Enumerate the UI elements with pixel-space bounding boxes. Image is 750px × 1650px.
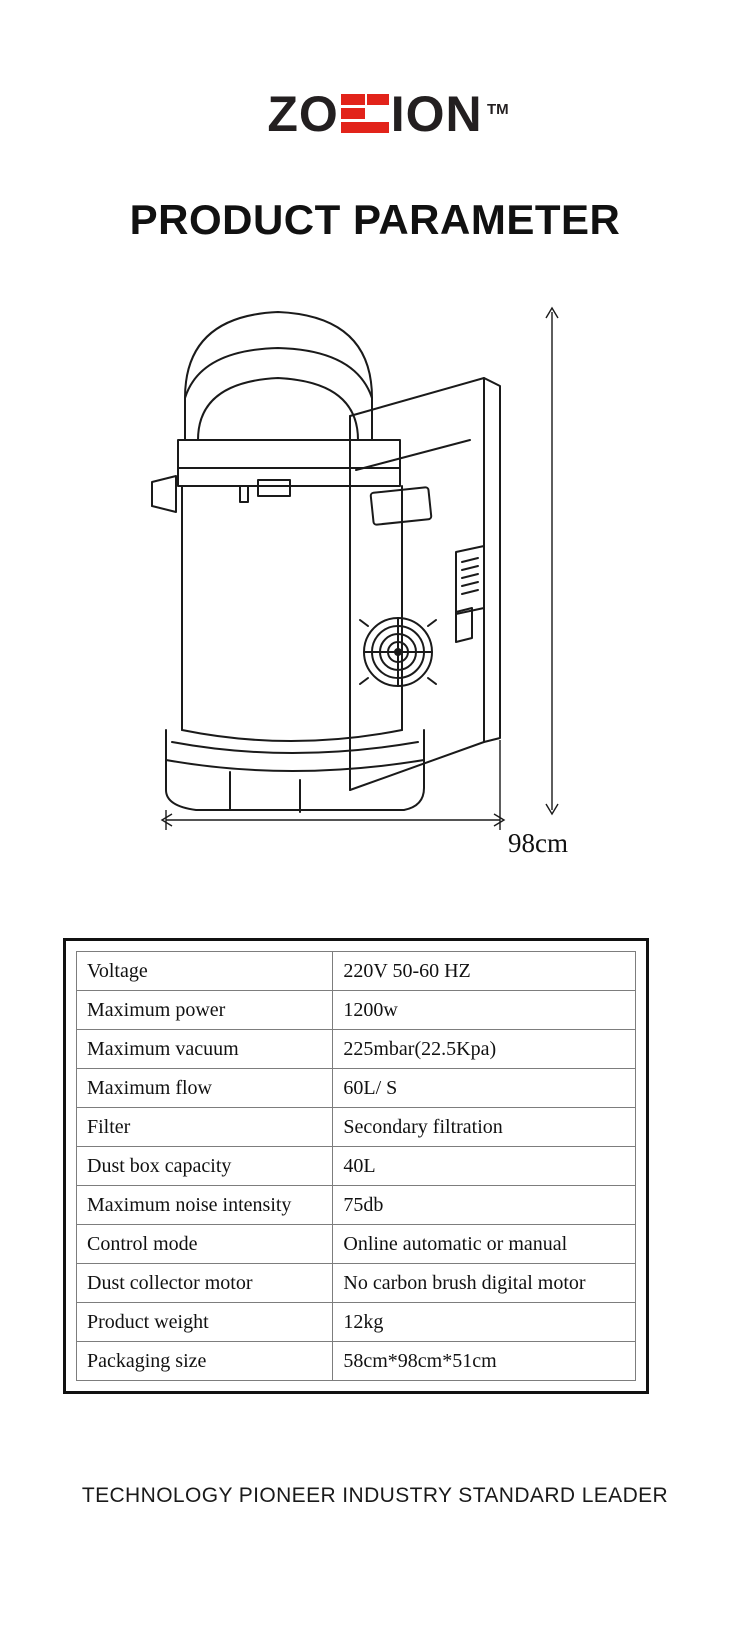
spec-value: 220V 50-60 HZ — [333, 952, 636, 991]
product-illustration — [0, 290, 750, 880]
spec-label: Maximum vacuum — [77, 1030, 333, 1069]
spec-table-frame — [63, 938, 649, 1394]
table-row — [77, 1264, 636, 1303]
brand-logo — [0, 86, 750, 156]
spec-value: 58cm*98cm*51cm — [333, 1342, 636, 1381]
spec-label: Filter — [77, 1108, 333, 1147]
table-row — [77, 952, 636, 991]
table-row — [77, 1225, 636, 1264]
spec-table-body — [77, 952, 636, 1381]
spec-label: Product weight — [77, 1303, 333, 1342]
spec-value: 40L — [333, 1147, 636, 1186]
table-row — [77, 1069, 636, 1108]
spec-label: Voltage — [77, 952, 333, 991]
spec-label: Dust collector motor — [77, 1264, 333, 1303]
vacuum-cleaner-drawing — [0, 290, 750, 880]
table-row — [77, 1342, 636, 1381]
spec-value: 75db — [333, 1186, 636, 1225]
table-row — [77, 1147, 636, 1186]
spec-value: 1200w — [333, 991, 636, 1030]
page-title: PRODUCT PARAMETER — [129, 196, 621, 243]
logo-text-before: ZO — [267, 86, 339, 142]
trademark-label: TM — [487, 101, 509, 118]
table-row — [77, 1030, 636, 1069]
spec-value: 225mbar(22.5Kpa) — [333, 1030, 636, 1069]
spec-value: Secondary filtration — [333, 1108, 636, 1147]
spec-label: Maximum noise intensity — [77, 1186, 333, 1225]
logo-text-after: ION — [390, 86, 483, 142]
footer-tagline: TECHNOLOGY PIONEER INDUSTRY STANDARD LEADER — [81, 1484, 669, 1507]
spec-label: Maximum power — [77, 991, 333, 1030]
spec-value: Online automatic or manual — [333, 1225, 636, 1264]
spec-label: Maximum flow — [77, 1069, 333, 1108]
table-row — [77, 1186, 636, 1225]
spec-label: Dust box capacity — [77, 1147, 333, 1186]
table-row — [77, 1108, 636, 1147]
spec-value: 12kg — [333, 1303, 636, 1342]
logo-text — [267, 86, 509, 142]
logo-mark-icon — [337, 94, 393, 134]
table-row — [77, 991, 636, 1030]
spec-label: Control mode — [77, 1225, 333, 1264]
table-row — [77, 1303, 636, 1342]
spec-label: Packaging size — [77, 1342, 333, 1381]
dimension-height-label: 98cm — [508, 828, 568, 858]
spec-value: No carbon brush digital motor — [333, 1264, 636, 1303]
spec-table — [76, 951, 636, 1381]
spec-value: 60L/ S — [333, 1069, 636, 1108]
